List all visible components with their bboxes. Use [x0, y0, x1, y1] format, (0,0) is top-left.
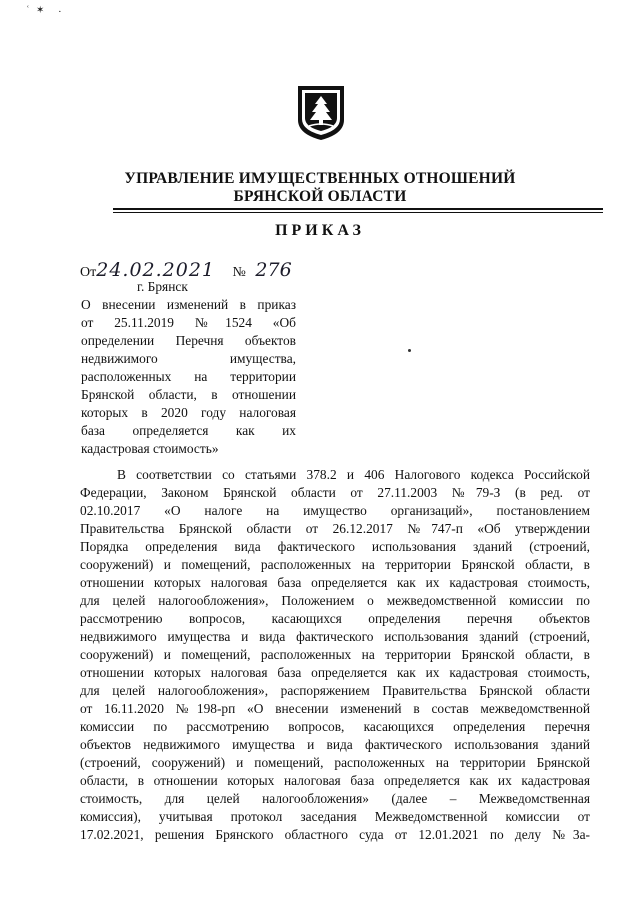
subject-line: недвижимого имущества,	[81, 351, 296, 366]
document-type-title: ПРИКАЗ	[275, 222, 365, 239]
subject-line: определении Перечня объектов	[81, 333, 296, 348]
body-line: недвижимого имущества и вида фактического использования зданий (строений,	[80, 629, 590, 644]
coat-of-arms-emblem	[296, 84, 346, 142]
body-line: для целей налогообложения», распоряжением Правительства Брянской области	[80, 683, 590, 698]
body-line: комиссия), учитывая протокол заседания Межведомственной комиссии от	[80, 809, 590, 824]
body-line: Правительства Брянской области от 26.12.2017 №747-п «Об утверждении	[80, 521, 590, 536]
body-line: сооружений) и помещений, расположенных на территории Брянской области, в	[80, 647, 590, 662]
date-prefix: От	[80, 265, 97, 280]
scan-speck: ·	[58, 6, 62, 18]
order-date-row	[80, 259, 292, 281]
scan-speck: ✶	[36, 5, 45, 16]
body-line: сооружений) и помещений, расположенных на территории Брянской области, в	[80, 557, 590, 572]
subject-line: расположенных на территории	[81, 369, 296, 384]
body-line: В соответствии со статьями 378.2 и 406 Налогового кодекса Российской	[117, 467, 590, 482]
handwritten-date: 24.02.2021	[96, 259, 216, 281]
body-line: рассмотрению вопросов, касающихся определения перечня объектов	[80, 611, 590, 626]
subject-line: которых в 2020 году налоговая	[81, 405, 296, 420]
subject-line: база определяется как их	[81, 423, 296, 438]
body-line: отношении которых налоговая база определяется как их кадастровая стоимость,	[80, 575, 590, 590]
scan-speck	[408, 349, 411, 352]
scan-speck: ʿ	[26, 4, 30, 16]
subject-line: О внесении изменений в приказ	[81, 297, 296, 312]
body-line: объектов недвижимого имущества и вида фактического использования зданий	[80, 737, 590, 752]
body-line: Порядка определения вида фактического использования зданий (строений,	[80, 539, 590, 554]
body-line: Федерации, Законом Брянской области от 27.11.2003 №79-З (в ред. от	[80, 485, 590, 500]
city: г. Брянск	[137, 279, 188, 294]
body-line: 02.10.2017 «О налоге на имущество организаций», постановлением	[80, 503, 590, 518]
body-line: (строений, сооружений) и помещений, расположенных на территории Брянской	[80, 755, 590, 770]
number-prefix: №	[232, 265, 246, 280]
body-line: отношении которых налоговая база определяется как их кадастровая стоимость,	[80, 665, 590, 680]
subject-line: кадастровая стоимость»	[81, 441, 219, 456]
organization-name-line2: БРЯНСКОЙ ОБЛАСТИ	[233, 188, 407, 205]
header-divider	[113, 208, 603, 210]
body-line: области, в отношении которых налоговая база определяется как их кадастровая	[80, 773, 590, 788]
organization-name-line1: УПРАВЛЕНИЕ ИМУЩЕСТВЕННЫХ ОТНОШЕНИЙ	[124, 170, 516, 187]
body-line: от 16.11.2020 №198-рп «О внесении изменений в состав межведомственной	[80, 701, 590, 716]
header-divider-thin	[113, 212, 603, 213]
subject-line: Брянской области, в отношении	[81, 387, 296, 402]
handwritten-number: 276	[255, 259, 292, 281]
subject-line: от 25.11.2019 №1524 «Об	[81, 315, 296, 330]
body-line: для целей налогообложения», Положением о межведомственной комиссии по	[80, 593, 590, 608]
body-line: 17.02.2021, решения Брянского областного суда от 12.01.2021 по делу №3а-	[80, 827, 590, 842]
body-line: комиссии по рассмотрению вопросов, касающихся определения перечня	[80, 719, 590, 734]
body-line: стоимость, для целей налогообложения» (далее – Межведомственная	[80, 791, 590, 806]
